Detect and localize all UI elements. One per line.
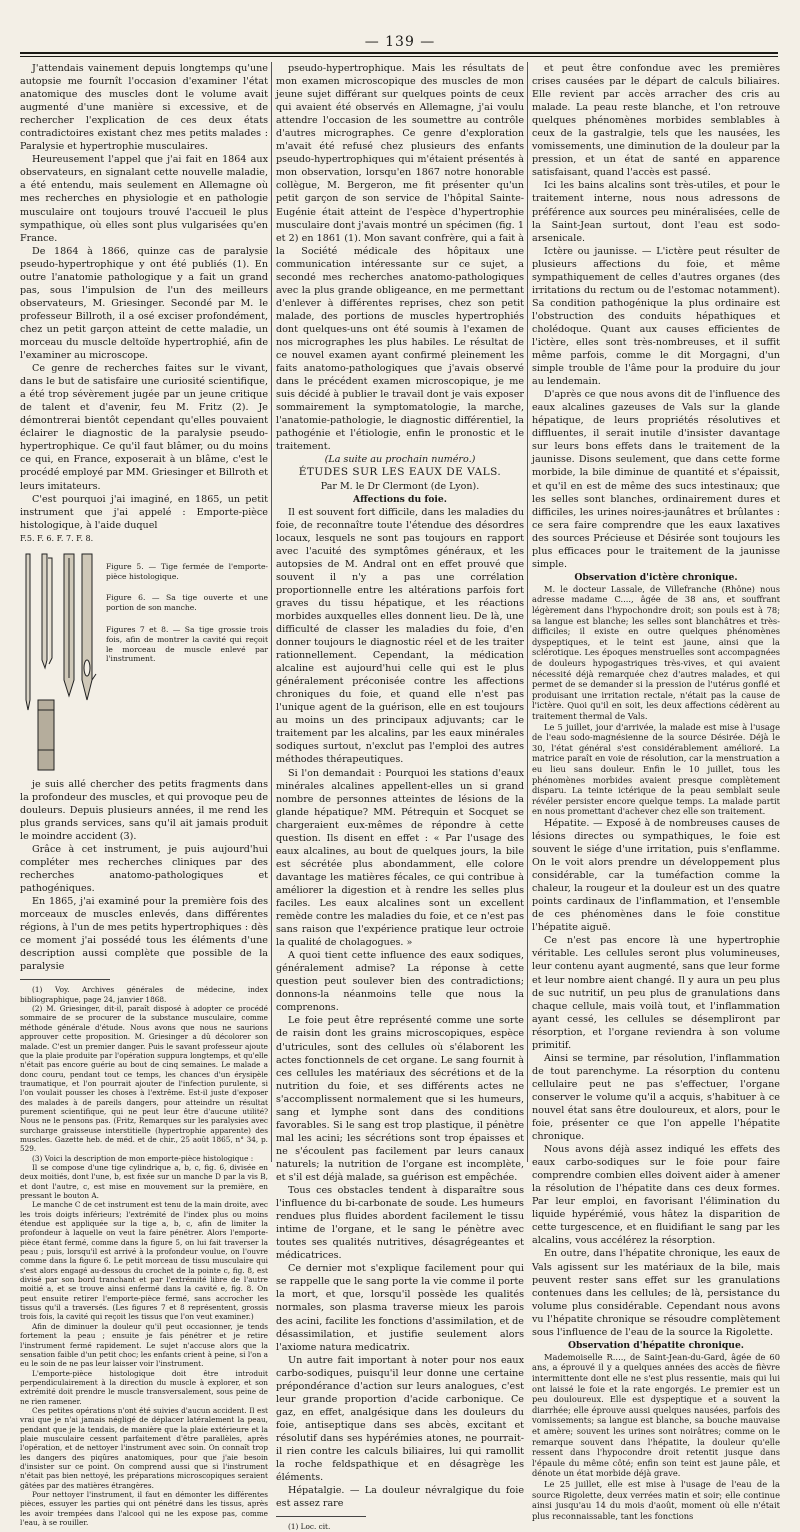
paragraph: Hépatalgie. — La douleur névralgique du foie est assez rare: [276, 1485, 524, 1510]
footnote: (1) Voy. Archives générales de médecine, index bibliographique, page 24, janvier 1868.: [20, 985, 268, 1004]
article-title: ÉTUDES SUR LES EAUX DE VALS.: [298, 466, 502, 479]
column-2: [276, 62, 524, 1532]
footnote: Ces petites opérations n'ont été suivies d'aucun accident. Il est vrai que je n'ai jamais négligé de déplacer latéralement la peau, pendant que je la tendais, de manière que la plaie extérieure et la plaie musculaire cessent parfaitement d'être parallèles, après l'opération, et de nettoyer l'instrument avec soin. On connaît trop les dangers des piqûres anatomiques, pour que j'aie besoin d'insister sur ce point. On comprend aussi que si l'instrument n'était pas bien nettoyé, les préparations microscopiques seraient gâtées par des matières étrangères.: [20, 1405, 268, 1490]
paragraph: Nous avons déjà assez indiqué les effets des eaux carbo-sodiques sur le foie pour faire comprendre combien elles doivent aider à amener la résolution de l'hépatite dans ces deux formes. Par leur emploi, en favorisant l'élimination du liquide hypérémié, vous hâtez la disparition de cette turgescence, et en fluidifiant le sang par les alcalins, vous accélérez la résorption.: [532, 1144, 780, 1247]
paragraph: A quoi tient cette influence des eaux sodiques, généralement admise? La réponse à cette question peut soulever bien des contradictions; donnons-la néanmoins telle que nous la comprenons.: [276, 950, 524, 1014]
observation-paragraph: Le 25 juillet, elle est mise à l'usage de l'eau de la source Rigolette, deux verrées matin et soir; elle continue ainsi jusqu'au 14 du mois d'août, moment où elle n'était plus reconnaissable, tant les fonctions: [532, 1478, 780, 1521]
footnote-rule: [20, 979, 110, 980]
paragraph: Ce dernier mot s'explique facilement pour qui se rappelle que le sang porte la vie comme il porte la mort, et que, lorsqu'il possède les qualités normales, son plasma traverse mieux les parois des acini, facilite les fonctions d'assimilation, et de désassimilation, et justifie seulement alors l'axiome natura medicatrix.: [276, 1263, 524, 1353]
footnote-rule: [276, 1516, 366, 1517]
figure-labels: F.5. F. 6. F. 7. F. 8.: [20, 533, 94, 543]
paragraph: Ici les bains alcalins sont très-utiles, et pour le traitement interne, nous nous adressons de préférence aux sources peu minéralisées, celle de la Saint-Jean surtout, dont l'eau est sodo-arsenicale.: [532, 180, 780, 244]
paragraph: Le foie peut être représenté comme une sorte de raisin dont les grains microscopiques, espèce d'utricules, sont des cellules où s'élaborent les actes fonctionnels de cet organe. Le sang fournit à ces cellules les matériaux des sécrétions et de la nutrition du foie, et ses différents actes ne s'accomplissent normalement que si les humeurs, sang et lymphe sont dans des conditions favorables. Si le sang est trop plastique, il pénètre mal les acini; les sécrétions sont trop épaisses et ne s'écoulent pas facilement par leurs canaux naturels; la nutrition de l'organe est incomplète, et s'il est déjà malade, sa guérison est empêchée.: [276, 1015, 524, 1183]
paragraph: Tous ces obstacles tendent à disparaître sous l'influence du bi-carbonate de soude. Les humeurs rendues plus fluides abordent facilement le tissu intime de l'organe, et le sang le pénètre avec toutes ses qualités nutritives, désagrégeantes et médicatrices.: [276, 1185, 524, 1262]
observation-paragraph: Mademoiselle R...., de Saint-Jean-du-Gard, âgée de 60 ans, a éprouvé il y a quelques années des accès de fièvre intermittente dont elle ne s'est plus ressentie, mais qui lui ont laissé le foie et la rate engorgés. Le premier est un peu douloureux. Elle est dyspeptique et a souvent la diarrhée; elle éprouve aussi quelques nausées, parfois des vomissements; sa langue est blanche, sa bouche mauvaise et amère; souvent les urines sont noirâtres; comme on le remarque souvent dans l'hépatite, la douleur qu'elle ressent dans l'hypocondre droit retentit jusque dans l'épaule du même côté; enfin son teint est jaune pâle, et dénote un état morbide déjà grave.: [532, 1351, 780, 1479]
paragraph: pseudo-hypertrophique. Mais les résultats de mon examen microscopique des muscles de mon jeune sujet différant sur quelques points de ceux qui avaient été observés en Allemagne, j'ai voulu attendre l'occasion de les soumettre au contrôle d'autres micrographes. Ce genre d'exploration m'avait été refusé chez plusieurs des enfants pseudo-hypertrophiques qui m'étaient présentés à mon observation, lorsqu'en 1867 notre honorable collègue, M. Bergeron, me fit présenter qu'un petit garçon de son service de l'hôpital Sainte-Eugénie était atteint de l'espèce d'hypertrophie musculaire dont j'avais montré un spécimen (fig. 1 et 2) en 1861 (1). Mon savant confrère, qui a fait à la Société médicale des hôpitaux une communication intéressante sur ce sujet, a secondé mes recherches anatomo-pathologiques avec la plus grande obligeance, en me permettant d'enlever à différentes reprises, chez son petit malade, des portions de muscles hypertrophiés dont quelques-uns ont été soumis à l'examen de nos micrographes les plus habiles. Le résultat de ce nouvel examen ayant confirmé pleinement les faits anatomo-pathologiques que j'avais observé dans le précédent examen microscopique, je me suis décidé à publier le travail dont je vais exposer sommairement la symptomatologie, la marche, l'anatomie-pathologie, le diagnostic différentiel, la pathogénie et l'étiologie, enfin le pronostic et le traitement.: [276, 63, 524, 453]
footnote: Le manche C de cet instrument est tenu de la main droite, avec les trois doigts inférieurs; l'extrémité de l'index plus ou moins étendue est appliquée sur la tige a, b, c, afin de limiter la profondeur à laquelle on veut la faire pénétrer. Alors l'emporte-pièce étant fermé, comme dans la figure 5, on lui fait traverser la peau ; puis, lorsqu'il est arrivé à la profondeur voulue, on l'ouvre comme dans la figure 6. Le petit morceau de tissu musculaire qui s'est alors engagé au-dessous du crochet de la pointe c, fig. 8, est divisé par son bord tranchant et par l'extrémité libre de l'autre moitié a, et se trouve ainsi enfermé dans la cavité e, fig. 8. On peut ensuite retirer l'emporte-pièce fermé, sans accrocher les tissus qu'il a traversés. (Les figures 7 et 8 représentent, grossis trois fois, la cavité qui reçoit les tissus que l'on veut examiner.): [20, 1200, 268, 1322]
figure-captions: [102, 550, 268, 772]
observation-paragraph: Le 5 juillet, jour d'arrivée, la malade est mise à l'usage de l'eau sodo-magnésienne de la source Désirée. Déjà le 30, l'état général s'est considérablement amélioré. La matrice paraît en voie de résolution, car la menstruation a eu lieu sans douleur. Enfin le 10 juillet, tous les phénomènes morbides avaient presque complètement disparu. La teinte ictérique de la peau semblait seule révéler persister encore quelque temps. La malade partit en nous promettant d'achever chez elle son traitement.: [532, 721, 780, 817]
figure-caption: Figure 6. — Sa tige ouverte et une portion de son manche.: [106, 593, 268, 613]
footnote: (3) Voici la description de mon emporte-pièce histologique :: [32, 1153, 254, 1163]
footnotes: [20, 985, 268, 1527]
section-heading: Affections du foie.: [353, 493, 447, 505]
footnote: (2) M. Griesinger, dit-il, paraît disposé à adopter ce procédé sommaire de se procurer de la substance musculaire, comme méthode générale d'étude. Nous avons que nous ne saurions approuver cette proposition. M. Griesinger a dû décolorer son malade. C'est un premier danger. Puis le savant professeur ajoute que la plaie produite par l'opération suppura longtemps, et qu'elle n'était pas encore guérie au bout de cinq semaines. Le malade a donc couru, pendant tout ce temps, les chances d'un érysipèle traumatique, et l'on pourrait ajouter de l'infection purulente, si l'on voulait pousser les choses à l'extrême. Est-il juste d'exposer des malades à de pareils dangers, pour atteindre un résultat purement scientifique, qui ne peut leur être d'aucune utilité? Nous ne le pensons pas. (Fritz, Remarques sur les paralysies avec surcharge graisseuse interstitielle (hypertrophie apparente) des muscles. Gazette heb. de méd. et de chir., 25 août 1865, n° 34, p. 529.: [20, 1004, 268, 1154]
paragraph: J'attendais vainement depuis longtemps qu'une autopsie me fournît l'occasion d'examiner l'état anatomique des muscles dont le volume avait augmenté d'une manière si excessive, et de rechercher l'explication de ces deux états contradictoires existant chez mes petits malades : Paralysie et hypertrophie musculaires.: [20, 63, 268, 153]
column-3: [532, 62, 780, 1521]
paragraph: De 1864 à 1866, quinze cas de paralysie pseudo-hypertrophique y ont été publiés (1). En outre l'anatomie pathologique y a fait un grand pas, sous l'impulsion de l'un des meilleurs observateurs, M. Griesinger. Secondé par M. le professeur Billroth, il a osé exciser profondément, chez un petit garçon atteint de cette maladie, un morceau du muscle deltoïde hypertrophié, afin de l'examiner au microscope.: [20, 245, 268, 362]
paragraph: Ce n'est pas encore là une hypertrophie véritable. Les cellules seront plus volumineuses, leur contenu ayant augmenté, sans que leur forme et leur nombre aient changé. Il y aura un peu plus de suc nutritif, un peu plus de granulations dans chaque cellule, mais voilà tout, et l'inflammation ayant cessé, les cellules se désempliront par résorption, et l'organe reviendra à son volume primitif.: [532, 935, 780, 1051]
page-number: — 139 —: [364, 34, 436, 50]
footnote: Pour nettoyer l'instrument, il faut en démonter les différentes pièces, essuyer les parties qui ont pénétré dans les tissus, après les avoir trempées dans l'alcool qui ne les expose pas, comme l'eau, à se rouiller.: [20, 1490, 268, 1528]
paragraph: et peut être confondue avec les premières crises causées par le départ de calculs biliaires. Elle revient par accès arracher des cris au malade. La peau reste blanche, et l'on retrouve quelques phénomènes morbides semblables à ceux de la gastralgie, tels que les nausées, les vomissements, une diminution de la douleur par la pression, et un état de santé en apparence satisfaisant, quand l'accès est passé.: [532, 63, 780, 179]
footnote: L'emporte-pièce histologique doit être introduit perpendiculairement à la direction du muscle à explorer, et son extrémité doit prendre le muscle transversalement, sous peine de ne rien ramener.: [20, 1368, 268, 1406]
figure-caption: Figures 7 et 8. — Sa tige grossie trois fois, afin de montrer la cavité qui reçoit le morceau de muscle enlevé par l'instrument.: [106, 624, 268, 664]
footnote: Afin de diminuer la douleur qu'il peut occasionner, je tends fortement la peau ; ensuite je fais pénétrer et je retire l'instrument fermé rapidement. Le sujet n'accuse alors que la sensation faible d'un petit choc; les enfants crient à peine, si l'on a eu le soin de ne pas leur laisser voir l'instrument.: [20, 1321, 268, 1369]
observation-heading: Observation d'ictère chronique.: [574, 571, 738, 583]
header-rule: [20, 52, 778, 54]
footnote: Il se compose d'une tige cylindrique a, b, c, fig. 6, divisée en deux moitiés, dont l'une, b, est fixée sur un manche D par la vis B, et dont l'autre, c, est mise en mouvement sur la première, en pressant le bouton A.: [20, 1162, 268, 1200]
paragraph: Grâce à cet instrument, je puis aujourd'hui compléter mes recherches cliniques par des recherches anatomo-pathologiques et pathogéniques.: [20, 843, 268, 895]
figure-block: [20, 550, 268, 772]
paragraph: D'après ce que nous avons dit de l'influence des eaux alcalines gazeuses de Vals sur la glande hépatique, de leurs propriétés résolutives et diffluentes, il serait inutile d'insister davantage sur leurs bons effets dans le traitement de la jaunisse. Disons seulement, que dans cette forme morbide, la bile diminue de quantité et s'épaissit, et qu'il en est de même des sucs intestinaux; que les selles sont blanches, ordinairement dures et difficiles, les urines noires-jaunâtres et brûlantes : ce sera faire comprendre que les eaux laxatives des sources Précieuse et Désirée sont toujours les plus efficaces pour le traitement de la jaunisse simple.: [532, 389, 780, 570]
article-author: Par M. le Dr Clermont (de Lyon).: [320, 480, 480, 492]
paragraph: C'est pourquoi j'ai imaginé, en 1865, un petit instrument que j'ai appelé : Emporte-pièce histologique, à l'aide duquel: [20, 493, 268, 531]
paragraph: Ictère ou jaunisse. — L'ictère peut résulter de plusieurs affections du foie, et même sympathiquement de celles d'autres organes (des irritations du rectum ou de l'estomac notamment). Sa condition pathogénique la plus ordinaire est l'obstruction des conduits hépathiques et cholédoque. Quant aux causes efficientes de l'ictère, elles sont très-nombreuses, et il suffit même parfois, comme le dit Morgagni, d'un simple trouble de l'âme pour la produire du jour au lendemain.: [532, 245, 780, 388]
column-divider: [527, 62, 528, 1162]
header-rule-thin: [20, 56, 778, 57]
column-divider: [271, 62, 272, 1162]
observation-heading: Observation d'hépatite chronique.: [567, 1339, 745, 1351]
column-1: [20, 62, 269, 1528]
observation-paragraph: M. le docteur Lassale, de Villefranche (Rhône) nous adresse madame C...., âgée de 38 ans, et souffrant légèrement dans l'hypochondre droit; son pouls est à 78; sa langue est blanche; les selles sont blanchâtres et très-difficiles; il existe en outre quelques phénomènes dyspeptiques, et le teint est jaune, ainsi que la sclérotique. Les époques menstruelles sont accompagnées de douleurs hypogastriques très-vives, et qui avaient nécessité déjà remarquée chez d'autres malades, et qui permet de se demander si la pression de l'utérus gonflé et produisant une irritation rectale, n'était pas la cause de l'ictère. Quoi qu'il en soit, les deux affections cédèrent au traitement thermal de Vals.: [532, 583, 780, 721]
paragraph: Ce genre de recherches faites sur le vivant, dans le but de satisfaire une curiosité scientifique, a été trop sévèrement jugée par un jeune critique de talent et d'avenir, feu M. Fritz (2). Je démontrerai bientôt cependant qu'elles pouvaient éclairer le diagnostic de la paralysie pseudo-hypertrophique. Ce qu'il faut blâmer, ou du moins ce qui, en France, exposerait à un blâme, c'est le procédé employé par MM. Griesinger et Billroth et leurs imitateurs.: [20, 363, 269, 492]
paragraph: je suis allé chercher des petits fragments dans la profondeur des muscles, et qui provoque peu de douleurs. Depuis plusieurs années, il me rend les plus grands services, sans qu'il ait jamais produit le moindre accident (3).: [20, 778, 268, 842]
continuation-note: (La suite au prochain numéro.): [324, 454, 476, 466]
instrument-illustration: [20, 550, 102, 772]
footnote: (1) Loc. cit.: [288, 1522, 331, 1532]
paragraph: Un autre fait important à noter pour nos eaux carbo-sodiques, puisqu'il leur donne une certaine prépondérance d'action sur leurs analogues, c'est leur grande proportion d'acide carbonique. Ce gaz, en effet, analgésique dans les douleurs du foie, antiseptique dans ses abcès, excitant et résolutif dans ses hypérémies atones, ne pourrait-il rien contre les calculs biliaires, lui qui ramollit la roche feldspathique et en désagrège les éléments.: [276, 1354, 524, 1484]
paragraph: Il est souvent fort difficile, dans les maladies du foie, de reconnaître toute l'étendue des désordres locaux, lesquels ne sont pas toujours en rapport avec l'acuité des symptômes généraux, et les autopsies de M. Andral ont en effet prouvé que souvent il n'y a pas une corrélation proportionnelle entre les altérations parfois fort graves du tissu hépatique, et les réactions morbides auxquelles elles donnent lieu. De là, une difficulté de classer les maladies du foie, d'en donner toujours le diagnostic réel et de les traiter rationnellement. Cependant, la médication alcaline est aujourd'hui celle qui est le plus généralement préconisée contre les affections chroniques du foie, et quand elle n'est pas l'unique agent de la guérison, elle en est toujours au moins un des principaux adjuvants; car le traitement par les alcalins, par les eaux minérales sodiques surtout, n'exclut pas l'emploi des autres méthodes thérapeutiques.: [276, 506, 524, 766]
paragraph: En 1865, j'ai examiné pour la première fois des morceaux de muscles enlevés, dans différentes régions, à l'un de mes petits hypertrophiques : dès ce moment j'ai possédé tous les éléments d'une description aussi complète que possible de la paralysie: [20, 896, 268, 973]
figure-caption: Figure 5. — Tige fermée de l'emporte-pièce histologique.: [106, 561, 268, 581]
paragraph: Si l'on demandait : Pourquoi les stations d'eaux minérales alcalines appellent-elles un si grand nombre de personnes atteintes de lésions de la glande hépatique? MM. Pétrequin et Socquet se chargeraient eux-mêmes de répondre à cette question. Ils disent en effet : « Par l'usage des eaux alcalines, au bout de quelques jours, la bile est sécrétée plus abondamment, elle colore davantage les matières fécales, ce qui contribue à améliorer la digestion et à rendre les selles plus faciles. Les eaux alcalines sont un excellent remède contre les maladies du foie, et ce n'est pas sans raison que l'expérience pratique leur octroie la qualité de cholagogues. »: [276, 767, 524, 949]
paragraph: Ainsi se termine, par résolution, l'inflammation de tout parenchyme. La résorption du contenu cellulaire peut ne pas s'effectuer, l'organe conserver le volume qu'il a acquis, s'habituer à ce nouvel état sans être douloureux, et alors, pour le foie, présenter ce que l'on appelle l'hépatite chronique.: [532, 1052, 780, 1143]
paragraph: En outre, dans l'hépatite chronique, les eaux de Vals agissent sur les matériaux de la bile, mais peuvent rester sans effet sur les granulations contenues dans les cellules; de là, persistance du volume plus considérable. Cependant nous avons vu l'hépatite chronique se résoudre complètement sous l'influence de l'eau de la source la Rigolette.: [532, 1248, 780, 1338]
paragraph: Heureusement l'appel que j'ai fait en 1864 aux observateurs, en signalant cette nouvelle maladie, a été entendu, mais seulement en Allemagne où mes recherches en physiologie et en pathologie musculaire ont toujours trouvé l'accueil le plus sympathique, où elles sont plus vulgarisées qu'en France.: [20, 154, 268, 244]
paragraph: Hépatite. — Exposé à de nombreuses causes de lésions directes ou sympathiques, le foie est souvent le siége d'une irritation, puis s'enflamme. On le voit alors prendre un développement plus considérable, car la tuméfaction comme la chaleur, la rougeur et la douleur est un des quatre points cardinaux de l'inflammation, et l'ensemble de ces phénomènes dans le foie constitue l'hépatite aiguë.: [532, 817, 780, 934]
